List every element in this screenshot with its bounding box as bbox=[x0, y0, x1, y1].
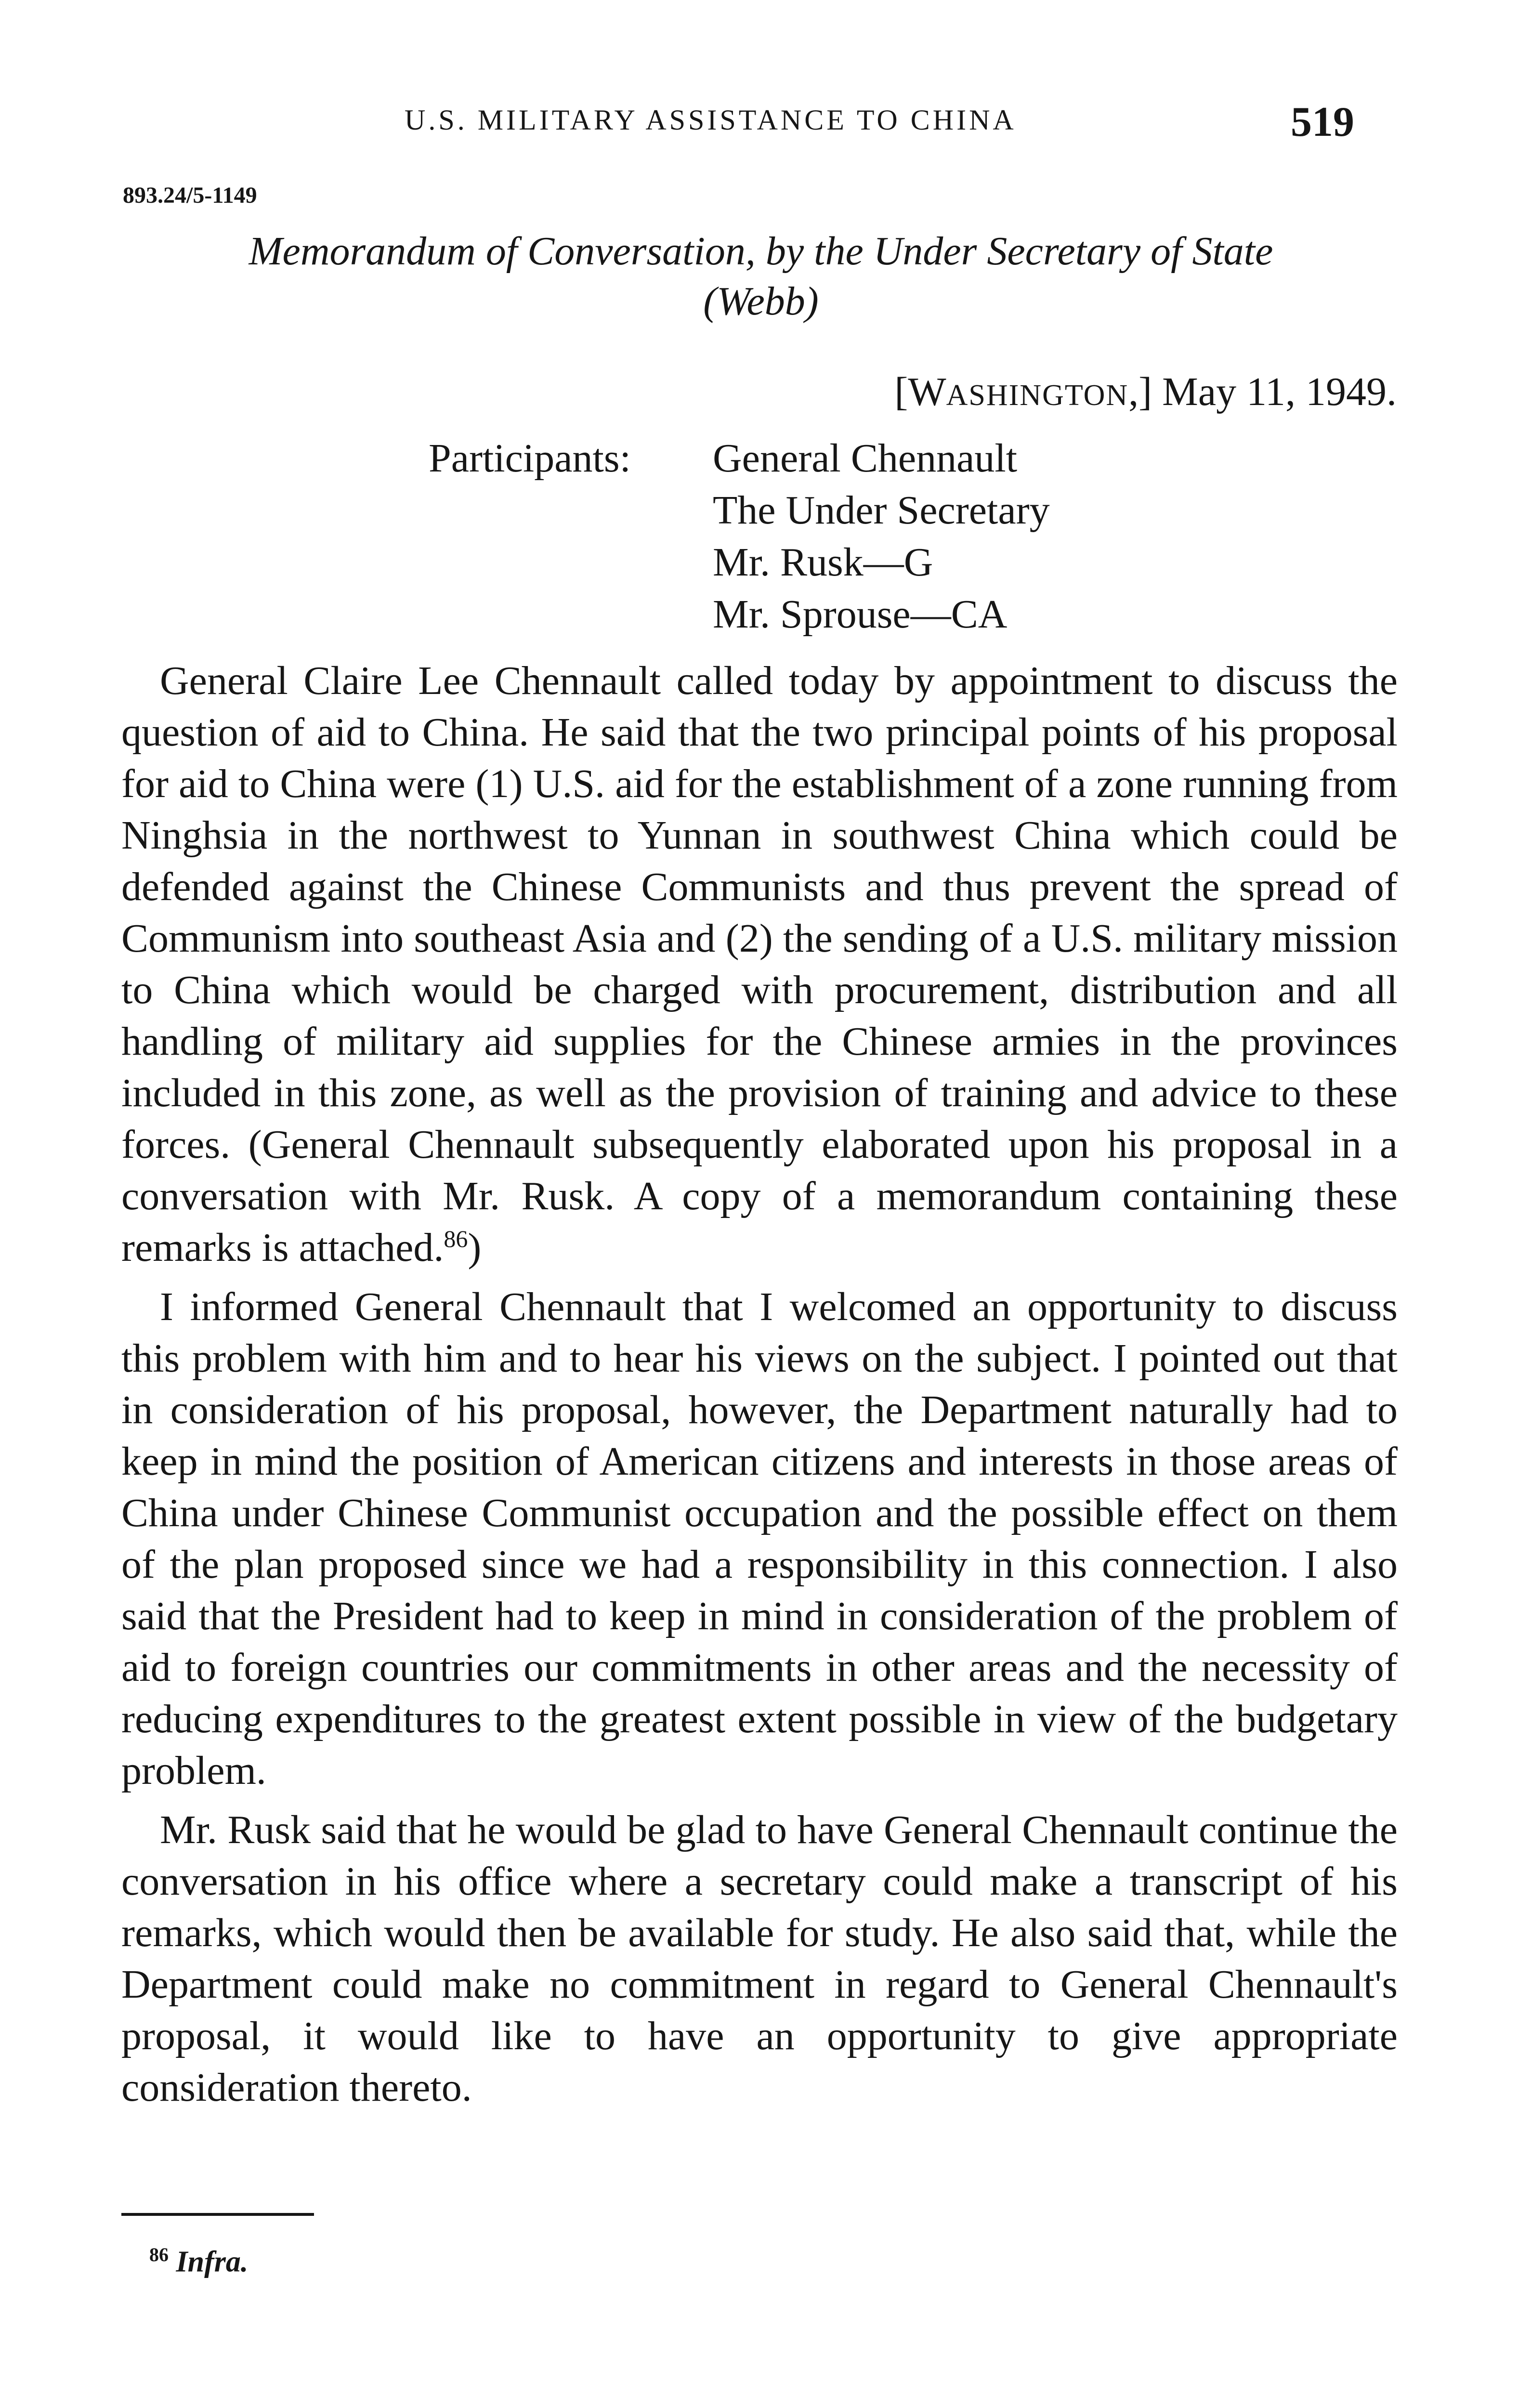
participant-name: The Under Secretary bbox=[713, 488, 1050, 533]
dateline-date: May 11, 1949. bbox=[1162, 369, 1397, 414]
running-title: U.S. MILITARY ASSISTANCE TO CHINA bbox=[405, 104, 1017, 136]
page-number: 519 bbox=[1291, 99, 1354, 145]
dateline-place-initial: W bbox=[908, 369, 946, 414]
footnote-divider bbox=[121, 2213, 314, 2216]
file-number: 893.24/5-1149 bbox=[123, 183, 257, 208]
document-title bbox=[123, 226, 1399, 327]
paragraph-1-text: General Claire Lee Chennault called today by appointment to discuss the question of aid to China. He said that the two principal points of his proposal for aid to China were (1) U.S. aid for the establishment of a zone running from Ninghsia in the northwest to Yunnan in southwest China which could be defended against the Chinese Communists and thus prevent the spread of Communism into southeast Asia and (2) the sending of a U.S. military mission to China which would be charged with procurement, distribution and all handling of military aid supplies for the Chinese armies in the provinces included in this zone, as well as the provision of training and advice to these forces. (General Chennault subsequently elaborated upon his proposal in a conversation with Mr. Rusk. A copy of a memorandum containing these remarks is attached. bbox=[121, 658, 1398, 1270]
footnote-number: 86 bbox=[149, 2244, 169, 2265]
footnote-text: Infra. bbox=[176, 2245, 249, 2278]
document-title-line-1: Memorandum of Conversation, by the Under Secretary of State bbox=[249, 229, 1273, 274]
paragraph-3: Mr. Rusk said that he would be glad to have General Chennault continue the conversation in his office where a secretary could make a transcript of his remarks, which would then be available for study. He also said that, while the Department could make no commitment in regard to General Chennault's proposal, it would like to have an opportunity to give appropriate consideration thereto. bbox=[121, 1807, 1398, 2110]
paragraph-1-end: ) bbox=[468, 1225, 482, 1270]
participants-list bbox=[713, 432, 1050, 641]
footnote-reference: 86 bbox=[444, 1225, 468, 1252]
participants-label: Participants: bbox=[429, 436, 631, 481]
footnote bbox=[149, 2243, 248, 2279]
running-head bbox=[0, 99, 1518, 147]
participant-name: Mr. Sprouse—CA bbox=[713, 592, 1008, 637]
dateline-place-rest: ASHINGTON bbox=[946, 379, 1129, 412]
dateline bbox=[722, 368, 1397, 415]
memorandum-body bbox=[121, 655, 1398, 2121]
dateline-open-bracket: [ bbox=[894, 369, 908, 414]
participant-name: General Chennault bbox=[713, 436, 1018, 481]
paragraph-2: I informed General Chennault that I welcomed an opportunity to discuss this problem with him and to hear his views on the subject. I pointed out that in consideration of his proposal, however, the Department naturally had to keep in mind the position of American citizens and interests in those areas of China under Chinese Communist occupation and the possible effect on them of the plan proposed since we had a responsibility in this connection. I also said that the President had to keep in mind in consideration of the problem of aid to foreign countries our commitments in other areas and the necessity of reducing expenditures to the greatest extent possible in view of the budgetary problem. bbox=[121, 1284, 1398, 1793]
dateline-close-bracket: ,] bbox=[1128, 369, 1152, 414]
document-title-line-2: (Webb) bbox=[703, 279, 819, 324]
participant-name: Mr. Rusk—G bbox=[713, 540, 933, 585]
paragraph-1 bbox=[121, 655, 1398, 1273]
